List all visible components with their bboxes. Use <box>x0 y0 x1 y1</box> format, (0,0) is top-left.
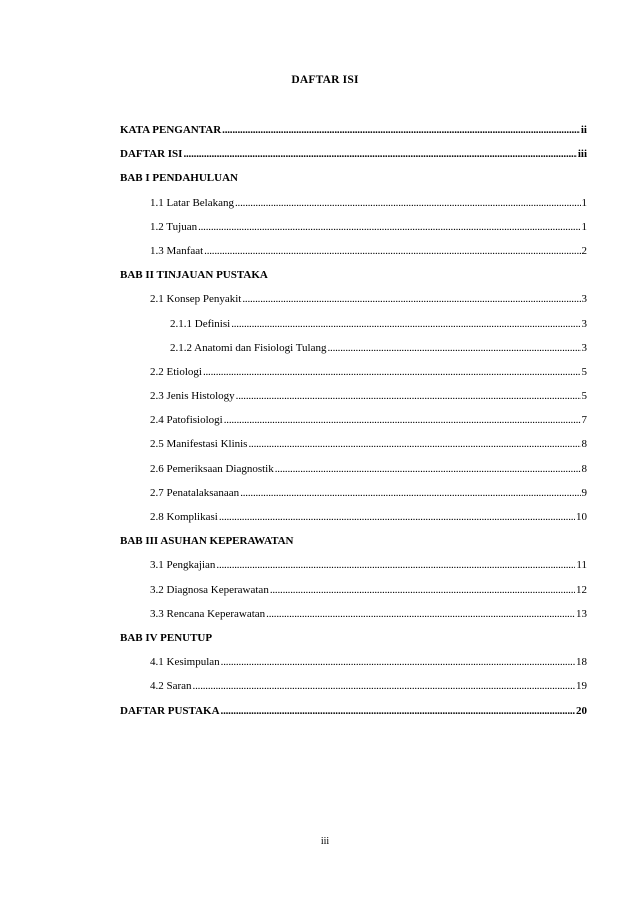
toc-entry-page-number: 5 <box>581 365 587 378</box>
toc-entry-page-number: 8 <box>581 438 587 451</box>
toc-section-heading[interactable] <box>120 626 587 650</box>
toc-entry-label: DAFTAR ISI <box>120 148 183 161</box>
toc-dot-leader <box>327 336 580 360</box>
toc-dot-leader <box>231 312 580 336</box>
toc-entry-label: BAB II TINJAUAN PUSTAKA <box>120 269 268 282</box>
toc-dot-leader <box>266 602 575 626</box>
toc-entry-page-number: 9 <box>581 486 587 499</box>
toc-section-heading[interactable] <box>120 529 587 553</box>
toc-entry-label: 2.3 Jenis Histology <box>150 390 235 403</box>
toc-entry-label: 4.1 Kesimpulan <box>150 656 220 669</box>
toc-entry-label: 2.8 Komplikasi <box>150 511 218 523</box>
toc-entry[interactable] <box>120 191 587 215</box>
toc-dot-leader <box>222 118 580 142</box>
toc-entry-label: DAFTAR PUSTAKA <box>120 704 220 717</box>
toc-section-heading[interactable] <box>120 166 587 190</box>
toc-entry[interactable] <box>120 287 587 311</box>
toc-entry-label: 3.1 Pengkajian <box>150 559 216 572</box>
toc-entry-page-number: 5 <box>581 390 587 403</box>
toc-entry-page-number: 13 <box>576 607 587 620</box>
toc-entry[interactable] <box>120 481 587 505</box>
toc-dot-leader <box>183 142 576 166</box>
toc-entry-label: 1.3 Manfaat <box>150 244 204 257</box>
toc-dot-leader <box>224 408 581 432</box>
toc-entry-label: BAB III ASUHAN KEPERAWATAN <box>120 535 294 548</box>
toc-entry[interactable] <box>120 142 587 166</box>
toc-entry-label: BAB IV PENUTUP <box>120 631 213 644</box>
table-of-contents <box>120 118 587 723</box>
toc-entry-page-number: 18 <box>576 656 587 669</box>
toc-entry-page-number: 11 <box>576 559 587 572</box>
toc-entry-label: 2.6 Pemeriksaan Diagnostik <box>150 462 274 475</box>
toc-entry-label: 3.2 Diagnosa Keperawatan <box>150 583 269 596</box>
toc-entry[interactable] <box>120 336 587 360</box>
toc-entry[interactable] <box>120 312 587 336</box>
toc-dot-leader <box>270 578 575 602</box>
toc-entry-label: 2.1 Konsep Penyakit <box>150 293 242 306</box>
footer-page-number: iii <box>320 836 330 847</box>
toc-entry-label: 2.7 Penatalaksanaan <box>150 486 240 499</box>
toc-entry[interactable] <box>120 239 587 263</box>
toc-entry[interactable] <box>120 602 587 626</box>
toc-entry[interactable] <box>120 432 587 456</box>
toc-entry-label: 2.2 Etiologi <box>150 365 202 378</box>
page-title: DAFTAR ISI <box>291 74 359 86</box>
toc-entry-page-number: ii <box>580 124 587 136</box>
toc-entry-label: 1.1 Latar Belakang <box>150 196 234 209</box>
toc-entry-label: KATA PENGANTAR <box>120 124 222 136</box>
toc-dot-leader <box>275 457 581 481</box>
toc-entry[interactable] <box>120 118 587 142</box>
toc-entry-page-number: 1 <box>581 196 587 209</box>
toc-entry-label: 1.2 Tujuan <box>150 220 198 233</box>
toc-dot-leader <box>248 432 580 456</box>
toc-dot-leader <box>203 360 581 384</box>
toc-entry-page-number: 10 <box>576 511 587 523</box>
toc-entry-label: BAB I PENDAHULUAN <box>120 172 238 185</box>
toc-entry-page-number: 2 <box>581 244 587 257</box>
toc-entry-page-number: 12 <box>576 583 587 596</box>
toc-dot-leader <box>204 239 580 263</box>
toc-dot-leader <box>216 553 575 577</box>
toc-dot-leader <box>219 505 575 529</box>
toc-entry-label: 2.5 Manifestasi Klinis <box>150 438 248 451</box>
toc-entry[interactable] <box>120 408 587 432</box>
toc-entry[interactable] <box>120 699 587 723</box>
toc-entry[interactable] <box>120 215 587 239</box>
toc-entry[interactable] <box>120 457 587 481</box>
toc-dot-leader <box>235 191 581 215</box>
toc-entry-page-number: 1 <box>581 220 587 233</box>
toc-dot-leader <box>242 287 580 311</box>
toc-entry-page-number: 3 <box>581 293 587 306</box>
toc-entry[interactable] <box>120 505 587 529</box>
toc-entry-label: 2.4 Patofisiologi <box>150 414 223 427</box>
toc-entry[interactable] <box>120 674 587 698</box>
toc-dot-leader <box>198 215 580 239</box>
toc-entry-page-number: 8 <box>581 462 587 475</box>
toc-entry-page-number: 7 <box>581 414 587 427</box>
toc-entry-label: 2.1.2 Anatomi dan Fisiologi Tulang <box>170 341 327 354</box>
toc-entry-page-number: 3 <box>581 341 587 354</box>
toc-dot-leader <box>221 650 575 674</box>
toc-entry[interactable] <box>120 650 587 674</box>
toc-entry[interactable] <box>120 360 587 384</box>
toc-entry-label: 2.1.1 Definisi <box>170 317 231 330</box>
toc-entry[interactable] <box>120 553 587 577</box>
toc-entry-label: 3.3 Rencana Keperawatan <box>150 607 266 620</box>
toc-dot-leader <box>236 384 581 408</box>
toc-section-heading[interactable] <box>120 263 587 287</box>
toc-dot-leader <box>240 481 580 505</box>
toc-entry[interactable] <box>120 384 587 408</box>
toc-entry-page-number: iii <box>577 148 587 161</box>
toc-entry[interactable] <box>120 578 587 602</box>
toc-entry-page-number: 3 <box>581 317 587 330</box>
toc-entry-page-number: 19 <box>576 680 587 693</box>
toc-entry-page-number: 20 <box>576 704 587 717</box>
toc-dot-leader <box>193 674 575 698</box>
toc-entry-label: 4.2 Saran <box>150 680 192 693</box>
toc-dot-leader <box>221 699 575 723</box>
